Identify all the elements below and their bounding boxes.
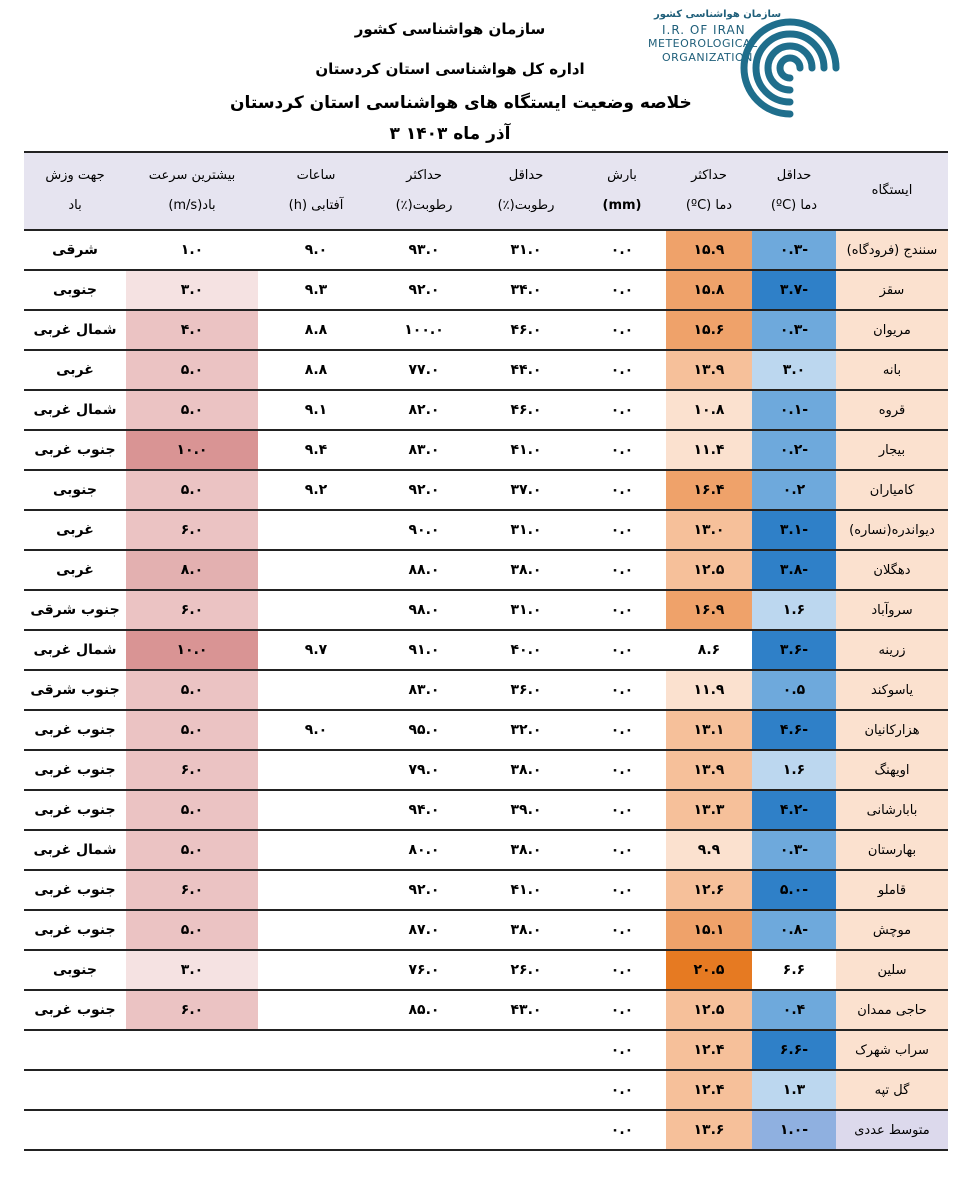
cell-hmax: ۹۲.۰ — [374, 870, 474, 910]
cell-wdir: شمال غربی — [24, 390, 126, 430]
table-row — [24, 550, 948, 590]
table-row — [24, 590, 948, 630]
cell-tmin: ۶.۶ — [752, 950, 836, 990]
table-row — [24, 430, 948, 470]
table-row — [24, 310, 948, 350]
spiral-emblem-icon — [736, 14, 844, 124]
col-hmax: حداکثر رطوبت(٪) — [374, 152, 474, 230]
cell-wdir: شمال غربی — [24, 310, 126, 350]
table-row — [24, 470, 948, 510]
logo-en-line3: ORGANIZATION — [662, 51, 753, 64]
cell-tmin: -۳.۸ — [752, 550, 836, 590]
cell-hmax: ۹۳.۰ — [374, 230, 474, 270]
table-row — [24, 270, 948, 310]
cell-hmin: ۴۶.۰ — [474, 390, 578, 430]
cell-sun: ۹.۰ — [258, 710, 374, 750]
cell-wdir — [24, 1070, 126, 1110]
cell-sun: ۹.۲ — [258, 470, 374, 510]
table-row — [24, 1030, 948, 1070]
station-weather-table — [24, 151, 948, 1151]
cell-station: دیواندره(نساره) — [836, 510, 948, 550]
cell-precip: ۰.۰ — [578, 550, 666, 590]
cell-precip: ۰.۰ — [578, 590, 666, 630]
table-row — [24, 630, 948, 670]
cell-sun: ۹.۰ — [258, 230, 374, 270]
cell-station: بهارستان — [836, 830, 948, 870]
cell-precip: ۰.۰ — [578, 750, 666, 790]
cell-hmin: ۳۸.۰ — [474, 830, 578, 870]
cell-hmax: ۸۲.۰ — [374, 390, 474, 430]
cell-sun — [258, 790, 374, 830]
cell-wdir: جنوبی — [24, 950, 126, 990]
report-title: خلاصه وضعیت ایستگاه های هواشناسی استان کردستان — [230, 93, 692, 113]
cell-station: بیجار — [836, 430, 948, 470]
col-sun: ساعات آفتابی (h) — [258, 152, 374, 230]
cell-tmin: -۴.۲ — [752, 790, 836, 830]
cell-wspd — [126, 1110, 258, 1150]
cell-wspd: ۵.۰ — [126, 830, 258, 870]
cell-hmin: ۳۱.۰ — [474, 590, 578, 630]
cell-wspd: ۳.۰ — [126, 270, 258, 310]
cell-station: بانه — [836, 350, 948, 390]
cell-wspd: ۱.۰ — [126, 230, 258, 270]
cell-sun — [258, 870, 374, 910]
cell-wdir: جنوب شرقی — [24, 670, 126, 710]
cell-wdir: جنوب شرقی — [24, 590, 126, 630]
cell-precip: ۰.۰ — [578, 950, 666, 990]
cell-tmax: ۱۳.۶ — [666, 1110, 752, 1150]
cell-tmax: ۱۲.۴ — [666, 1070, 752, 1110]
cell-hmin: ۲۶.۰ — [474, 950, 578, 990]
cell-tmax: ۸.۶ — [666, 630, 752, 670]
cell-station: گل تپه — [836, 1070, 948, 1110]
cell-station: اویهنگ — [836, 750, 948, 790]
cell-sun: ۹.۱ — [258, 390, 374, 430]
cell-precip: ۰.۰ — [578, 350, 666, 390]
cell-hmax: ۷۹.۰ — [374, 750, 474, 790]
cell-sun: ۹.۷ — [258, 630, 374, 670]
table-row — [24, 350, 948, 390]
meteorological-organization-logo — [648, 8, 848, 124]
table-body — [24, 230, 948, 1150]
cell-wspd: ۵.۰ — [126, 790, 258, 830]
col-hmin: حداقل رطوبت(٪) — [474, 152, 578, 230]
table-row — [24, 950, 948, 990]
table-row — [24, 510, 948, 550]
cell-tmax: ۱۲.۵ — [666, 990, 752, 1030]
cell-wdir: شرقی — [24, 230, 126, 270]
cell-sun — [258, 1070, 374, 1110]
cell-sun: ۹.۴ — [258, 430, 374, 470]
logo-fa-text: سازمان هواشناسی کشور — [654, 9, 782, 20]
cell-precip: ۰.۰ — [578, 510, 666, 550]
table-row — [24, 990, 948, 1030]
cell-wdir: شمال غربی — [24, 830, 126, 870]
cell-hmin: ۴۶.۰ — [474, 310, 578, 350]
cell-wdir: جنوب غربی — [24, 910, 126, 950]
cell-hmin: ۳۴.۰ — [474, 270, 578, 310]
cell-precip: ۰.۰ — [578, 710, 666, 750]
cell-wspd: ۵.۰ — [126, 910, 258, 950]
cell-hmax: ۹۲.۰ — [374, 470, 474, 510]
cell-tmin: -۰.۱ — [752, 390, 836, 430]
cell-wspd: ۵.۰ — [126, 470, 258, 510]
cell-hmin: ۳۶.۰ — [474, 670, 578, 710]
cell-station: حاجی ممدان — [836, 990, 948, 1030]
table-row — [24, 830, 948, 870]
cell-hmin: ۳۸.۰ — [474, 550, 578, 590]
table-row — [24, 750, 948, 790]
cell-tmin: -۰.۳ — [752, 230, 836, 270]
cell-precip: ۰.۰ — [578, 230, 666, 270]
cell-precip: ۰.۰ — [578, 430, 666, 470]
cell-tmin: -۰.۳ — [752, 310, 836, 350]
cell-tmin: -۵.۰ — [752, 870, 836, 910]
cell-hmax: ۸۰.۰ — [374, 830, 474, 870]
table-row — [24, 710, 948, 750]
cell-station: سلین — [836, 950, 948, 990]
cell-sun — [258, 830, 374, 870]
cell-station: قروه — [836, 390, 948, 430]
cell-sun — [258, 750, 374, 790]
cell-hmax: ۸۸.۰ — [374, 550, 474, 590]
cell-tmin: ۳.۰ — [752, 350, 836, 390]
cell-hmin: ۳۸.۰ — [474, 750, 578, 790]
cell-tmax: ۲۰.۵ — [666, 950, 752, 990]
cell-precip: ۰.۰ — [578, 470, 666, 510]
cell-tmax: ۱۵.۸ — [666, 270, 752, 310]
cell-hmax: ۱۰۰.۰ — [374, 310, 474, 350]
cell-wspd: ۶.۰ — [126, 990, 258, 1030]
cell-station: موچش — [836, 910, 948, 950]
cell-wspd: ۴.۰ — [126, 310, 258, 350]
cell-tmax: ۱۲.۶ — [666, 870, 752, 910]
cell-tmin: -۰.۳ — [752, 830, 836, 870]
table-header-row — [24, 152, 948, 230]
cell-hmin: ۳۷.۰ — [474, 470, 578, 510]
cell-wspd: ۶.۰ — [126, 870, 258, 910]
cell-station: مریوان — [836, 310, 948, 350]
cell-tmin: -۰.۸ — [752, 910, 836, 950]
cell-tmax: ۹.۹ — [666, 830, 752, 870]
cell-hmin: ۴۴.۰ — [474, 350, 578, 390]
cell-tmin: ۰.۵ — [752, 670, 836, 710]
cell-tmin: -۶.۶ — [752, 1030, 836, 1070]
office-title: اداره کل هواشناسی استان کردستان — [315, 60, 585, 78]
cell-tmax: ۱۵.۶ — [666, 310, 752, 350]
cell-wspd — [126, 1030, 258, 1070]
cell-tmin: -۰.۲ — [752, 430, 836, 470]
cell-wspd: ۶.۰ — [126, 510, 258, 550]
cell-sun — [258, 670, 374, 710]
cell-station: متوسط عددی — [836, 1110, 948, 1150]
cell-wdir: شمال غربی — [24, 630, 126, 670]
cell-hmax: ۸۳.۰ — [374, 430, 474, 470]
cell-station: سروآباد — [836, 590, 948, 630]
col-precip: بارش (mm) — [578, 152, 666, 230]
cell-precip: ۰.۰ — [578, 910, 666, 950]
cell-sun: ۸.۸ — [258, 350, 374, 390]
cell-tmax: ۱۰.۸ — [666, 390, 752, 430]
table-row — [24, 910, 948, 950]
cell-tmin: -۳.۱ — [752, 510, 836, 550]
cell-tmax: ۱۳.۹ — [666, 750, 752, 790]
cell-tmax: ۱۱.۴ — [666, 430, 752, 470]
cell-tmin: -۳.۷ — [752, 270, 836, 310]
cell-wdir: جنوبی — [24, 470, 126, 510]
cell-sun — [258, 910, 374, 950]
col-tmax: حداکثر دما (ºC) — [666, 152, 752, 230]
cell-precip: ۰.۰ — [578, 1070, 666, 1110]
cell-wdir: جنوب غربی — [24, 870, 126, 910]
cell-hmax: ۹۱.۰ — [374, 630, 474, 670]
cell-precip: ۰.۰ — [578, 270, 666, 310]
cell-wdir: جنوب غربی — [24, 710, 126, 750]
cell-wspd: ۸.۰ — [126, 550, 258, 590]
cell-precip: ۰.۰ — [578, 830, 666, 870]
cell-tmax: ۱۲.۵ — [666, 550, 752, 590]
cell-sun — [258, 590, 374, 630]
cell-tmin: -۳.۶ — [752, 630, 836, 670]
org-title: سازمان هواشناسی کشور — [354, 20, 546, 38]
cell-wdir: جنوبی — [24, 270, 126, 310]
cell-station: سقز — [836, 270, 948, 310]
cell-wspd: ۵.۰ — [126, 350, 258, 390]
cell-station: بابارشانی — [836, 790, 948, 830]
cell-tmax: ۱۳.۰ — [666, 510, 752, 550]
cell-sun — [258, 510, 374, 550]
cell-hmax: ۹۰.۰ — [374, 510, 474, 550]
cell-hmin: ۴۳.۰ — [474, 990, 578, 1030]
cell-wdir: جنوب غربی — [24, 990, 126, 1030]
cell-wdir: غربی — [24, 510, 126, 550]
cell-sun: ۸.۸ — [258, 310, 374, 350]
table-row — [24, 790, 948, 830]
cell-sun — [258, 550, 374, 590]
cell-tmax: ۱۳.۳ — [666, 790, 752, 830]
cell-hmin — [474, 1030, 578, 1070]
cell-station: دهگلان — [836, 550, 948, 590]
cell-wdir — [24, 1030, 126, 1070]
cell-tmin: -۴.۶ — [752, 710, 836, 750]
table-row — [24, 670, 948, 710]
cell-hmin: ۴۱.۰ — [474, 430, 578, 470]
cell-sun — [258, 1030, 374, 1070]
table-row — [24, 390, 948, 430]
table-row — [24, 1110, 948, 1150]
cell-tmin: ۱.۶ — [752, 750, 836, 790]
logo-en-line2: METEOROLOGICAL — [648, 37, 758, 50]
cell-tmax: ۱۲.۴ — [666, 1030, 752, 1070]
cell-hmin: ۳۱.۰ — [474, 510, 578, 550]
cell-sun — [258, 990, 374, 1030]
cell-hmin: ۳۱.۰ — [474, 230, 578, 270]
table-row — [24, 870, 948, 910]
cell-wspd: ۵.۰ — [126, 390, 258, 430]
cell-hmin: ۳۸.۰ — [474, 910, 578, 950]
cell-precip: ۰.۰ — [578, 1110, 666, 1150]
col-wspd: بیشترین سرعت باد(m/s) — [126, 152, 258, 230]
cell-tmin: -۱.۰ — [752, 1110, 836, 1150]
cell-sun — [258, 1110, 374, 1150]
cell-precip: ۰.۰ — [578, 670, 666, 710]
cell-wspd: ۱۰.۰ — [126, 630, 258, 670]
cell-sun — [258, 950, 374, 990]
cell-wdir — [24, 1110, 126, 1150]
cell-wdir: جنوب غربی — [24, 430, 126, 470]
cell-hmax: ۸۷.۰ — [374, 910, 474, 950]
cell-precip: ۰.۰ — [578, 310, 666, 350]
cell-precip: ۰.۰ — [578, 630, 666, 670]
cell-tmin: ۱.۳ — [752, 1070, 836, 1110]
cell-station: سنندج (فرودگاه) — [836, 230, 948, 270]
cell-tmin: ۱.۶ — [752, 590, 836, 630]
cell-wspd: ۶.۰ — [126, 590, 258, 630]
logo-en-line1: I.R. OF IRAN — [662, 23, 746, 37]
cell-hmax: ۹۲.۰ — [374, 270, 474, 310]
cell-wspd: ۶.۰ — [126, 750, 258, 790]
table-row — [24, 1070, 948, 1110]
cell-tmax: ۱۱.۹ — [666, 670, 752, 710]
cell-wspd: ۳.۰ — [126, 950, 258, 990]
cell-tmax: ۱۳.۹ — [666, 350, 752, 390]
cell-wdir: جنوب غربی — [24, 790, 126, 830]
cell-wspd: ۵.۰ — [126, 710, 258, 750]
cell-wspd — [126, 1070, 258, 1110]
cell-station: هزارکانیان — [836, 710, 948, 750]
cell-wdir: جنوب غربی — [24, 750, 126, 790]
cell-tmax: ۱۳.۱ — [666, 710, 752, 750]
cell-wspd: ۵.۰ — [126, 670, 258, 710]
col-wdir: جهت وزش باد — [24, 152, 126, 230]
cell-station: زرینه — [836, 630, 948, 670]
cell-hmin: ۴۰.۰ — [474, 630, 578, 670]
col-station: ایستگاه — [836, 152, 948, 230]
cell-tmax: ۱۶.۹ — [666, 590, 752, 630]
cell-hmax: ۷۶.۰ — [374, 950, 474, 990]
cell-tmax: ۱۵.۹ — [666, 230, 752, 270]
cell-hmin: ۳۹.۰ — [474, 790, 578, 830]
cell-station: سراب شهرک — [836, 1030, 948, 1070]
cell-wspd: ۱۰.۰ — [126, 430, 258, 470]
cell-hmax — [374, 1030, 474, 1070]
cell-hmin: ۴۱.۰ — [474, 870, 578, 910]
cell-wdir: غربی — [24, 550, 126, 590]
cell-tmin: ۰.۲ — [752, 470, 836, 510]
cell-wdir: غربی — [24, 350, 126, 390]
cell-hmax: ۹۸.۰ — [374, 590, 474, 630]
cell-hmin — [474, 1070, 578, 1110]
cell-sun: ۹.۳ — [258, 270, 374, 310]
cell-hmin — [474, 1110, 578, 1150]
cell-precip: ۰.۰ — [578, 1030, 666, 1070]
cell-precip: ۰.۰ — [578, 390, 666, 430]
cell-station: یاسوکند — [836, 670, 948, 710]
cell-hmax — [374, 1070, 474, 1110]
cell-hmax: ۸۵.۰ — [374, 990, 474, 1030]
cell-hmin: ۳۲.۰ — [474, 710, 578, 750]
cell-tmax: ۱۶.۴ — [666, 470, 752, 510]
cell-hmax: ۷۷.۰ — [374, 350, 474, 390]
cell-tmin: ۰.۴ — [752, 990, 836, 1030]
col-tmin: حداقل دما (ºC) — [752, 152, 836, 230]
cell-precip: ۰.۰ — [578, 790, 666, 830]
table-row — [24, 230, 948, 270]
report-date: ۳ آذر ماه ۱۴۰۳ — [389, 124, 511, 144]
cell-hmax: ۹۴.۰ — [374, 790, 474, 830]
cell-precip: ۰.۰ — [578, 990, 666, 1030]
cell-precip: ۰.۰ — [578, 870, 666, 910]
cell-hmax: ۸۳.۰ — [374, 670, 474, 710]
cell-hmax — [374, 1110, 474, 1150]
cell-station: کامیاران — [836, 470, 948, 510]
cell-station: قاملو — [836, 870, 948, 910]
cell-tmax: ۱۵.۱ — [666, 910, 752, 950]
cell-hmax: ۹۵.۰ — [374, 710, 474, 750]
